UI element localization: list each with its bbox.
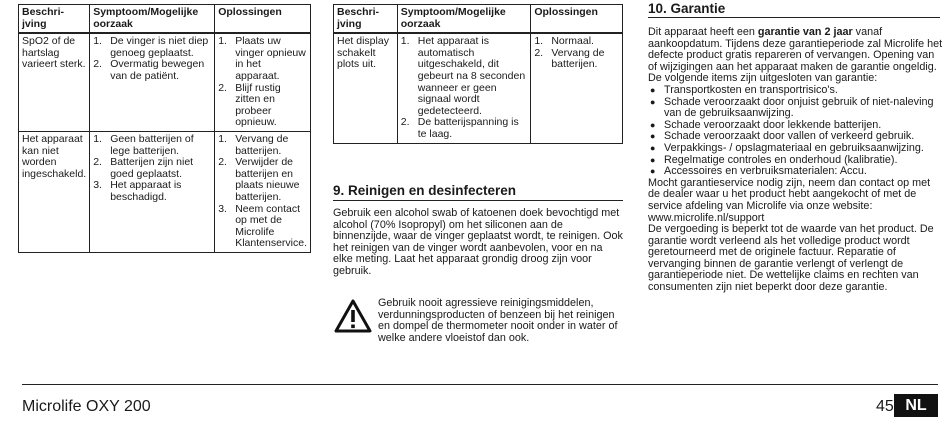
section-10-heading: 10. Garantie xyxy=(648,1,940,18)
col-header-solutions: Oplossingen xyxy=(531,5,623,34)
excluded-intro: De volgende items zijn uitgesloten van garantie: xyxy=(648,72,878,85)
table-row xyxy=(19,131,311,252)
list-item: 2. Batterijen zijn niet goed geplaatst. xyxy=(93,156,194,180)
list-item: 2. Overmatig bewegen van de patiënt. xyxy=(93,58,205,82)
list-item: 1. De vinger is niet diep genoeg geplaatst. xyxy=(93,35,209,59)
row-symptom: Het apparaat kan niet worden ingeschakeld. xyxy=(19,131,90,252)
row-causes xyxy=(397,33,531,143)
col-header-solutions: Oplossingen xyxy=(215,5,311,34)
list-item: 2. Vervang de batterijen. xyxy=(534,46,605,71)
list-item: 2. Verwijder de batterijen en plaats nieuwe batterijen. xyxy=(218,156,300,203)
footer-product-name: Microlife OXY 200 xyxy=(22,398,151,415)
row-causes xyxy=(90,33,215,131)
warranty-intro: Dit apparaat heeft een garantie van 2 jaar vanaf aankoopdatum. Tijdens deze garantieperiode zal Microlife het defecte product gratis repareren of vervangen. Opening van of wijzigingen aan het apparaat maken de garantie ongeldig. xyxy=(648,26,943,73)
col-header-symptom: Symptoom/Mogelijke oorzaak xyxy=(397,5,531,34)
list-item: 3. Het apparaat is beschadigd. xyxy=(93,179,182,203)
list-item: 2. Blijf rustig zitten en probeer opnieuw. xyxy=(218,81,281,129)
language-badge: NL xyxy=(894,394,938,417)
warranty-period: garantie van 2 jaar xyxy=(757,26,853,38)
list-item: 1. Het apparaat is automatisch uitgeschakeld, dit gebeurt na 8 seconden wanneer er geen signaal wordt gedetecteerd. xyxy=(400,35,526,117)
col-header-description: Beschri-jving xyxy=(334,5,398,34)
list-item: 1. Geen batterijen of lege batterijen. xyxy=(93,132,194,157)
section-9-warning: Gebruik nooit agressieve reinigingsmiddelen, verdunningsproducten of benzeen bij het reinigen en dompel de thermometer nooit onder in water of welke andere vloeistof dan ook. xyxy=(378,297,618,344)
list-item: ● Schade veroorzaakt door onjuist gebruik of niet-naleving van de gebruiksaanwijzing. xyxy=(648,97,944,120)
col-header-symptom: Symptoom/Mogelijke oorzaak xyxy=(90,5,215,34)
row-causes xyxy=(90,131,215,252)
list-item: ● Transportkosten en transportrisico's. xyxy=(648,85,944,97)
row-solutions xyxy=(215,131,311,252)
row-symptom: Het display schakelt plots uit. xyxy=(334,33,398,143)
page-number: 45 xyxy=(876,398,894,415)
list-item: 1. Vervang de batterijen. xyxy=(218,132,289,157)
section-10-body xyxy=(648,27,944,294)
row-solutions xyxy=(531,33,623,143)
section-9-text: Gebruik een alcohol swab of katoenen doek bevochtigd met alcohol (70% Isopropyl) om het siliconen aan de binnenzijde, waar de vinger geplaatst wordt, te reinigen. Ook het reinigen van de vinger wordt aanbevolen, voor en na elke meting. Laat het apparaat grondig droog zijn voor gebruik. xyxy=(333,207,623,277)
warning-icon xyxy=(334,299,372,333)
excluded-list xyxy=(648,85,944,178)
list-item: 1. Normaal. xyxy=(534,35,594,48)
list-item: ● Schade veroorzaakt door vallen of verkeerd gebruik. xyxy=(648,131,944,143)
list-item: 3. Neem contact op met de Microlife Klantenservice. xyxy=(218,202,308,250)
list-item: 1. Plaats uw vinger opnieuw in het apparaat. xyxy=(218,35,306,82)
table-row xyxy=(19,33,311,131)
list-item: ● Verpakkings- / opslagmateriaal en gebruiksaanwijzing. xyxy=(648,143,944,155)
col-header-description: Beschri-jving xyxy=(19,5,90,34)
closing-text: De vergoeding is beperkt tot de waarde van het product. De garantie wordt verleend als het volledige product wordt geretourneerd met de originele factuur. Reparatie of vervanging binnen de garantie verlengt of verlengt de garantieperiode niet. De wettelijke claims en rechten van consumenten zijn niet beperkt door deze garantie. xyxy=(648,223,934,294)
row-solutions xyxy=(215,33,311,131)
footer-divider xyxy=(22,384,938,385)
row-symptom: SpO2 of de hartslag varieert sterk. xyxy=(19,33,90,131)
service-text: Mocht garantieservice nodig zijn, neem dan contact op met de dealer waar u het product hebt aangekocht of met de service afdeling van Microlife via onze website: xyxy=(648,176,931,212)
table-row xyxy=(334,33,623,143)
section-9-heading: 9. Reinigen en desinfecteren xyxy=(333,183,623,201)
list-item: 2. De batterijspanning is te laag. xyxy=(400,116,519,140)
list-item: ● Regelmatige controles en onderhoud (kalibratie). xyxy=(648,155,944,167)
support-link[interactable]: www.microlife.nl/support xyxy=(648,211,765,224)
troubleshooting-table-1 xyxy=(18,4,311,253)
list-item: ● Schade veroorzaakt door lekkende batterijen. xyxy=(648,120,944,132)
troubleshooting-table-2 xyxy=(333,4,623,144)
list-item: ● Accessoires en verbruiksmaterialen: Accu. xyxy=(648,166,944,178)
